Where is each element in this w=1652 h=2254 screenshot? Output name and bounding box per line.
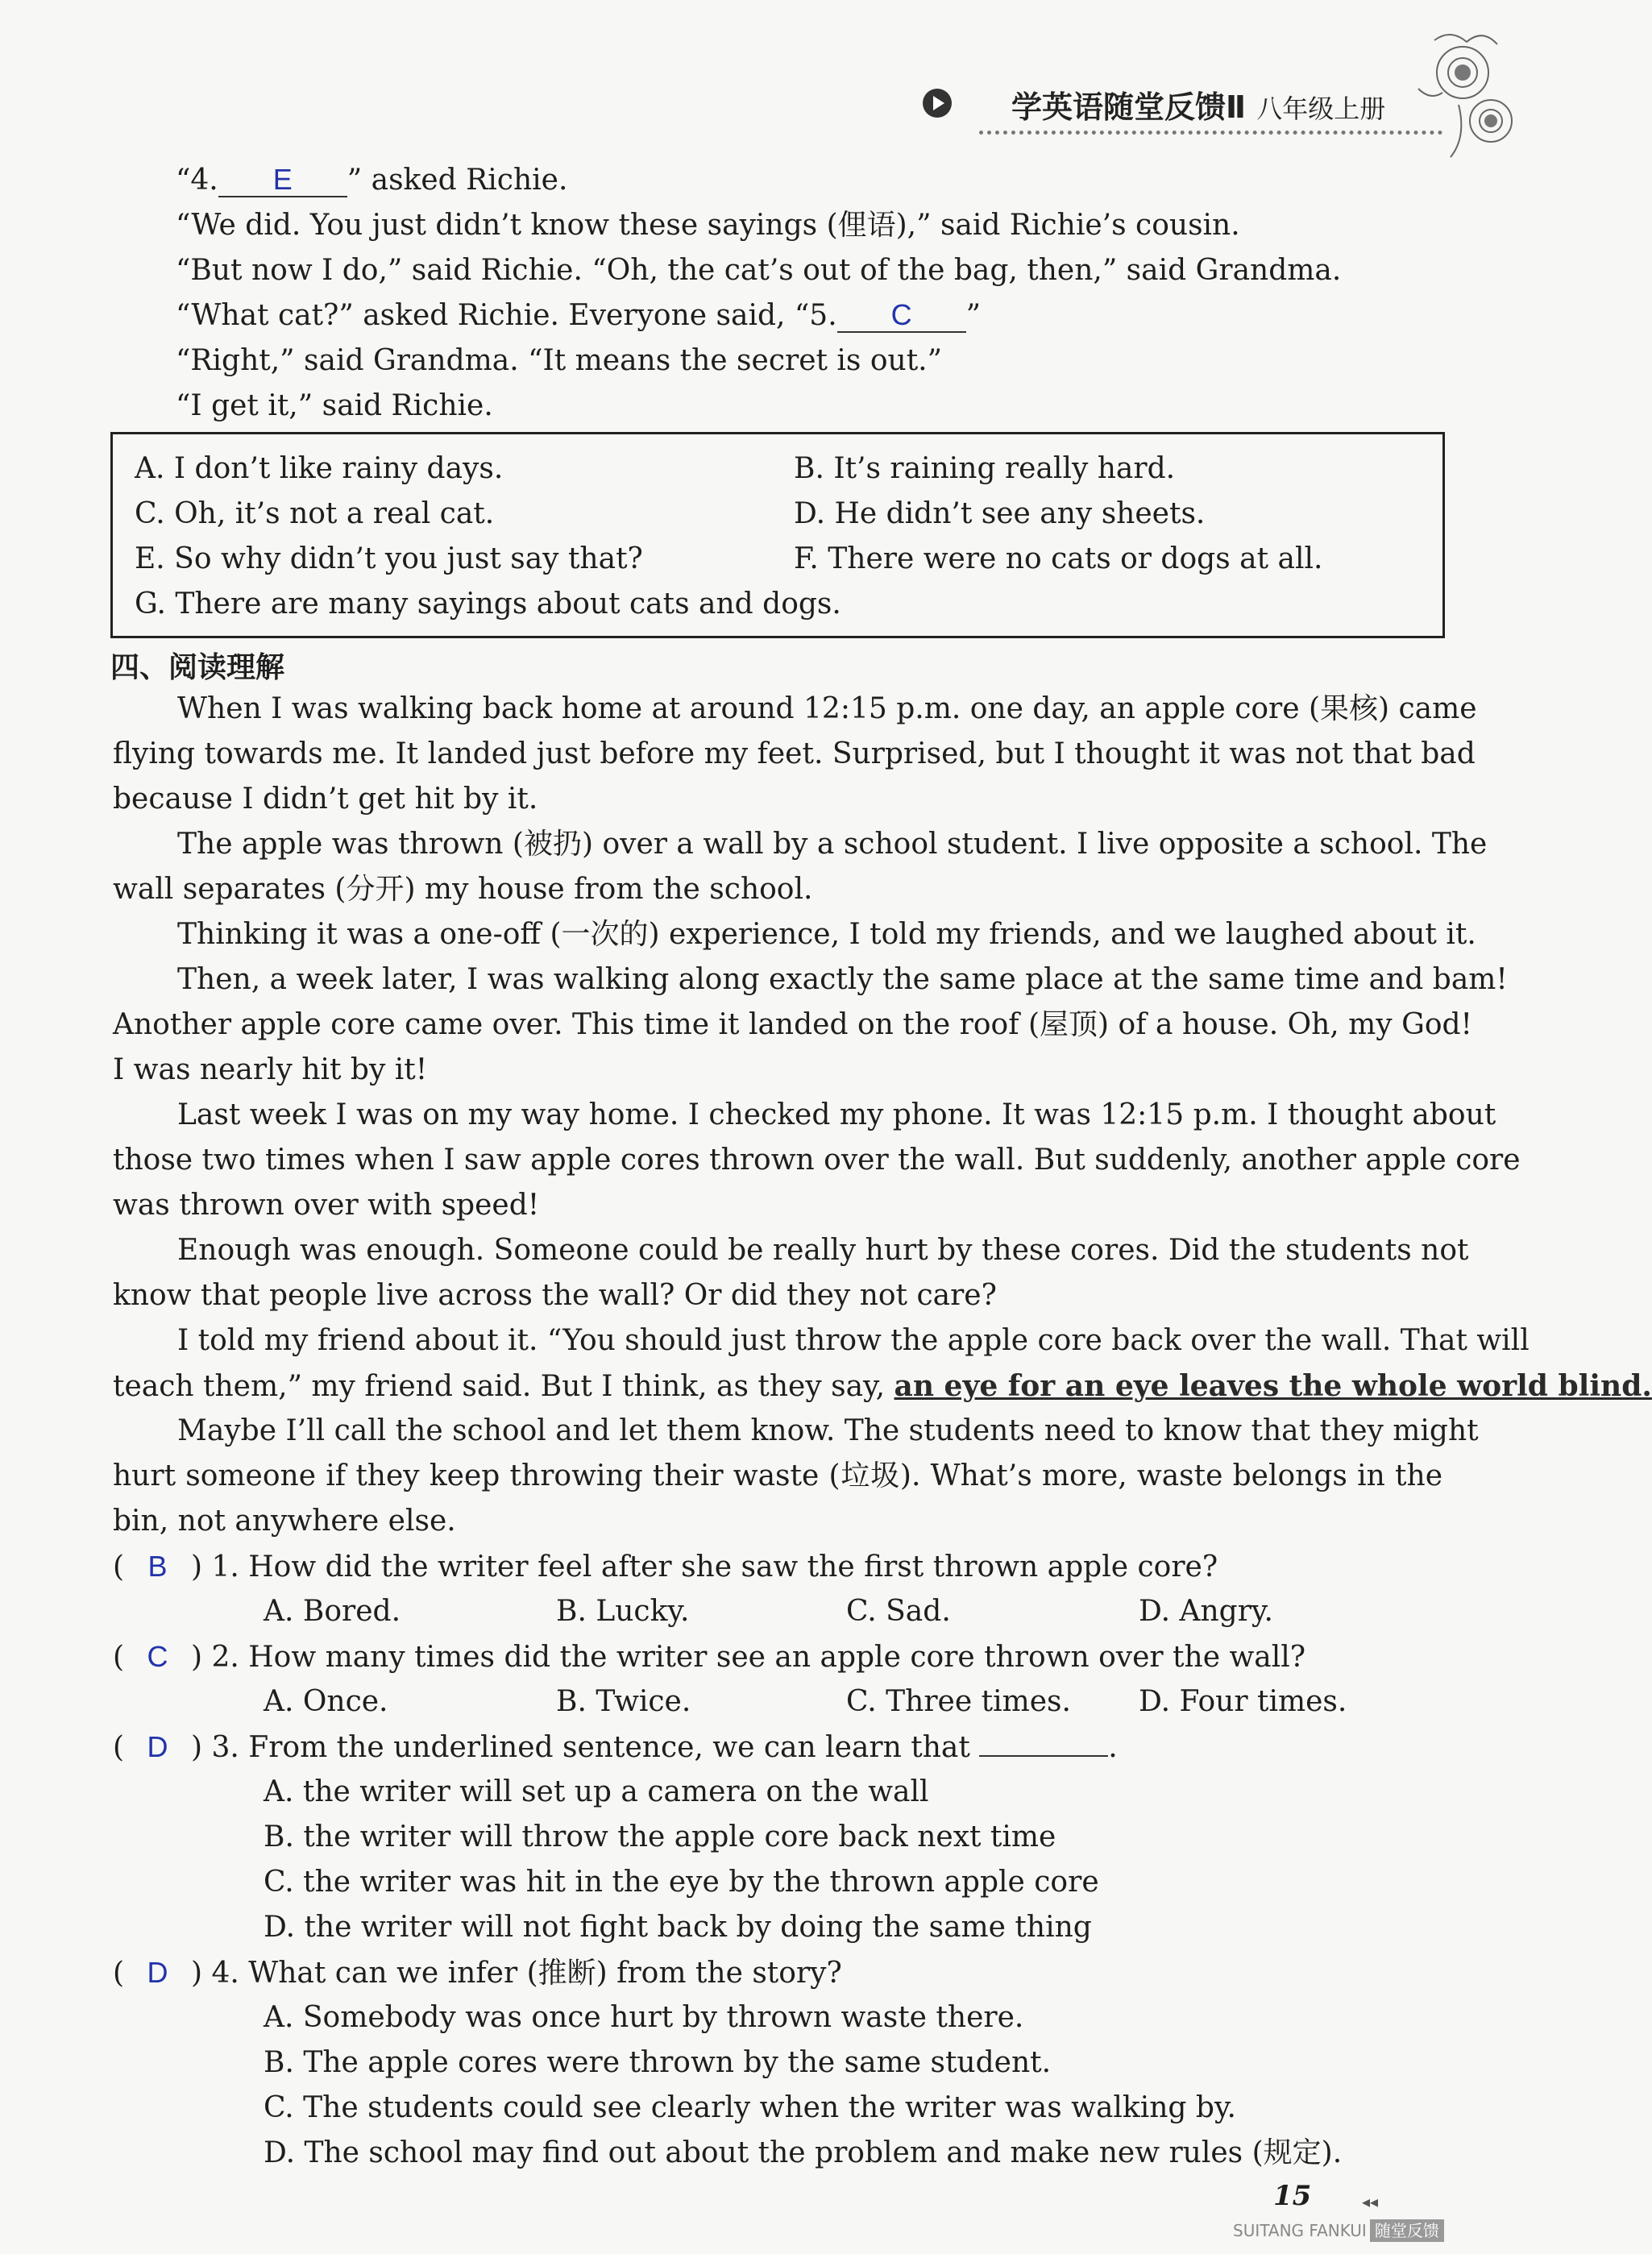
dialogue-line-2: “We did. You just didn’t know these sayings (俚语),” said Richie’s cousin.: [176, 209, 1240, 242]
footer-tag-box: 随堂反馈: [1370, 2219, 1444, 2242]
answer-bracket-open: (: [113, 1731, 125, 1764]
option-g: G. There are many sayings about cats and dogs.: [135, 587, 841, 621]
answer-bracket-open: (: [113, 1641, 125, 1674]
option-b: B. It’s raining really hard.: [794, 452, 1176, 485]
answer-bracket-close: ): [190, 1957, 202, 1990]
passage-p8-line2: hurt someone if they keep throwing their waste (垃圾). What’s more, waste belongs in the: [113, 1459, 1442, 1492]
question-2: [113, 1636, 1305, 1679]
dialogue-line-3: “But now I do,” said Richie. “Oh, the cat’s out of the bag, then,” said Grandma.: [176, 254, 1342, 287]
passage-p1-line2: flying towards me. It landed just before my feet. Surprised, but I thought it was not that bad: [113, 737, 1476, 770]
passage-p2-line2: wall separates (分开) my house from the school.: [113, 873, 813, 906]
passage-p1-line3: because I didn’t get hit by it.: [113, 782, 538, 816]
q3-option-c: C. the writer was hit in the eye by the thrown apple core: [264, 1866, 1099, 1899]
page-arrow-icon: ◂◂: [1362, 2192, 1379, 2211]
q4-option-d: D. The school may find out about the problem and make new rules (规定).: [264, 2136, 1343, 2169]
book-grade: 八年级上册: [1256, 93, 1386, 124]
book-title: [1011, 82, 1385, 127]
answer-q1[interactable]: B: [147, 1550, 168, 1583]
q2-option-b: B. Twice.: [556, 1685, 691, 1718]
passage-p7-line2-text: teach them,” my friend said. But I think, as they say,: [113, 1370, 886, 1403]
dialogue-line-6: “I get it,” said Richie.: [176, 389, 493, 422]
passage-p1-line1: When I was walking back home at around 12:15 p.m. one day, an apple core (果核) came: [177, 692, 1477, 725]
option-c: C. Oh, it’s not a real cat.: [135, 497, 495, 530]
q1-option-d: D. Angry.: [1139, 1595, 1273, 1628]
q2-option-a: A. Once.: [264, 1685, 388, 1718]
q3-option-d: D. the writer will not fight back by doing the same thing: [264, 1911, 1092, 1944]
dialogue-line-1: [176, 160, 567, 201]
passage-p3-line1: Thinking it was a one-off (一次的) experience, I told my friends, and we laughed about it.: [177, 918, 1476, 951]
book-title-main: 学英语随堂反馈Ⅱ: [1011, 89, 1247, 125]
passage-p7-line2: [113, 1365, 1652, 1408]
section-heading: 四、阅读理解: [110, 651, 285, 684]
option-e: E. So why didn’t you just say that?: [135, 542, 643, 575]
passage-p4-line3: I was nearly hit by it!: [113, 1053, 428, 1086]
answer-blank-4[interactable]: E: [218, 164, 347, 197]
passage-p8-line3: bin, not anywhere else.: [113, 1505, 456, 1538]
passage-p6-line2: know that people live across the wall? Or did they not care?: [113, 1279, 997, 1312]
passage-p6-line1: Enough was enough. Someone could be really hurt by these cores. Did the students not: [177, 1234, 1469, 1267]
question-4-text: 4. What can we infer (推断) from the story?: [211, 1957, 842, 1990]
q1-option-b: B. Lucky.: [556, 1595, 690, 1628]
question-1-text: 1. How did the writer feel after she saw the first thrown apple core?: [211, 1550, 1218, 1584]
option-f: F. There were no cats or dogs at all.: [794, 542, 1323, 575]
answer-q3[interactable]: D: [147, 1730, 168, 1763]
dialogue-line-5: “Right,” said Grandma. “It means the secret is out.”: [176, 344, 943, 377]
q1-option-a: A. Bored.: [264, 1595, 401, 1628]
answer-bracket-close: ): [190, 1731, 202, 1764]
play-icon: [923, 89, 952, 118]
answer-q4[interactable]: D: [147, 1956, 168, 1989]
question-2-text: 2. How many times did the writer see an apple core thrown over the wall?: [211, 1641, 1306, 1674]
answer-bracket-close: ): [190, 1641, 202, 1674]
answer-blank-5[interactable]: C: [837, 299, 966, 333]
question-3: ( D ) 3. From the underlined sentence, we can learn that .: [113, 1726, 1118, 1769]
passage-p4-line1: Then, a week later, I was walking along exactly the same place at the same time and bam!: [177, 963, 1508, 996]
footer-tag: [1233, 2218, 1444, 2241]
header-divider: [979, 131, 1442, 135]
option-d: D. He didn’t see any sheets.: [794, 497, 1206, 530]
q2-option-c: C. Three times.: [846, 1685, 1071, 1718]
passage-p8-line1: Maybe I’ll call the school and let them know. The students need to know that they might: [177, 1414, 1479, 1447]
passage-p7-line1: I told my friend about it. “You should just throw the apple core back over the wall. That will: [177, 1324, 1530, 1357]
passage-p4-line2: Another apple core came over. This time it landed on the roof (屋顶) of a house. Oh, my God!: [113, 1008, 1473, 1041]
passage-p5-line3: was thrown over with speed!: [113, 1189, 540, 1222]
answer-q2[interactable]: C: [147, 1640, 168, 1673]
passage-p5-line2: those two times when I saw apple cores thrown over the wall. But suddenly, another apple core: [113, 1144, 1521, 1177]
q3-option-b: B. the writer will throw the apple core back next time: [264, 1820, 1056, 1853]
underlined-sentence: an eye for an eye leaves the whole world blind.: [894, 1369, 1652, 1403]
answer-bracket-open: (: [113, 1957, 125, 1990]
answer-bracket-open: (: [113, 1550, 125, 1584]
dialogue-line-4: [176, 295, 981, 337]
question-3-text: 3. From the underlined sentence, we can learn that: [211, 1731, 970, 1764]
question-4: [113, 1952, 842, 1995]
option-a: A. I don’t like rainy days.: [135, 452, 504, 485]
dialogue-line-1-suffix: ” asked Richie.: [347, 164, 568, 197]
passage-p5-line1: Last week I was on my way home. I checked my phone. It was 12:15 p.m. I thought about: [177, 1098, 1496, 1131]
question-1: [113, 1546, 1218, 1588]
q1-option-c: C. Sad.: [846, 1595, 951, 1628]
dialogue-line-4-suffix: ”: [965, 299, 982, 332]
question-3-blank: [979, 1726, 1108, 1757]
passage-p2-line1: The apple was thrown (被扔) over a wall by a school student. I live opposite a school. The: [177, 828, 1488, 861]
dialogue-line-4-prefix: “What cat?” asked Richie. Everyone said, “5.: [176, 299, 837, 332]
q4-option-c: C. The students could see clearly when the writer was walking by.: [264, 2091, 1236, 2124]
answer-bracket-close: ): [190, 1550, 202, 1584]
dialogue-line-1-prefix: “4.: [176, 164, 218, 197]
q4-option-b: B. The apple cores were thrown by the same student.: [264, 2046, 1052, 2079]
q2-option-d: D. Four times.: [1139, 1685, 1347, 1718]
q4-option-a: A. Somebody was once hurt by thrown waste there.: [264, 2001, 1024, 2034]
footer-tag-text: SUITANG FANKUI: [1233, 2221, 1367, 2240]
q3-option-a: A. the writer will set up a camera on the wall: [264, 1775, 929, 1808]
sunflower-decoration-icon: [1402, 24, 1531, 161]
page-number: 15: [1273, 2180, 1312, 2212]
